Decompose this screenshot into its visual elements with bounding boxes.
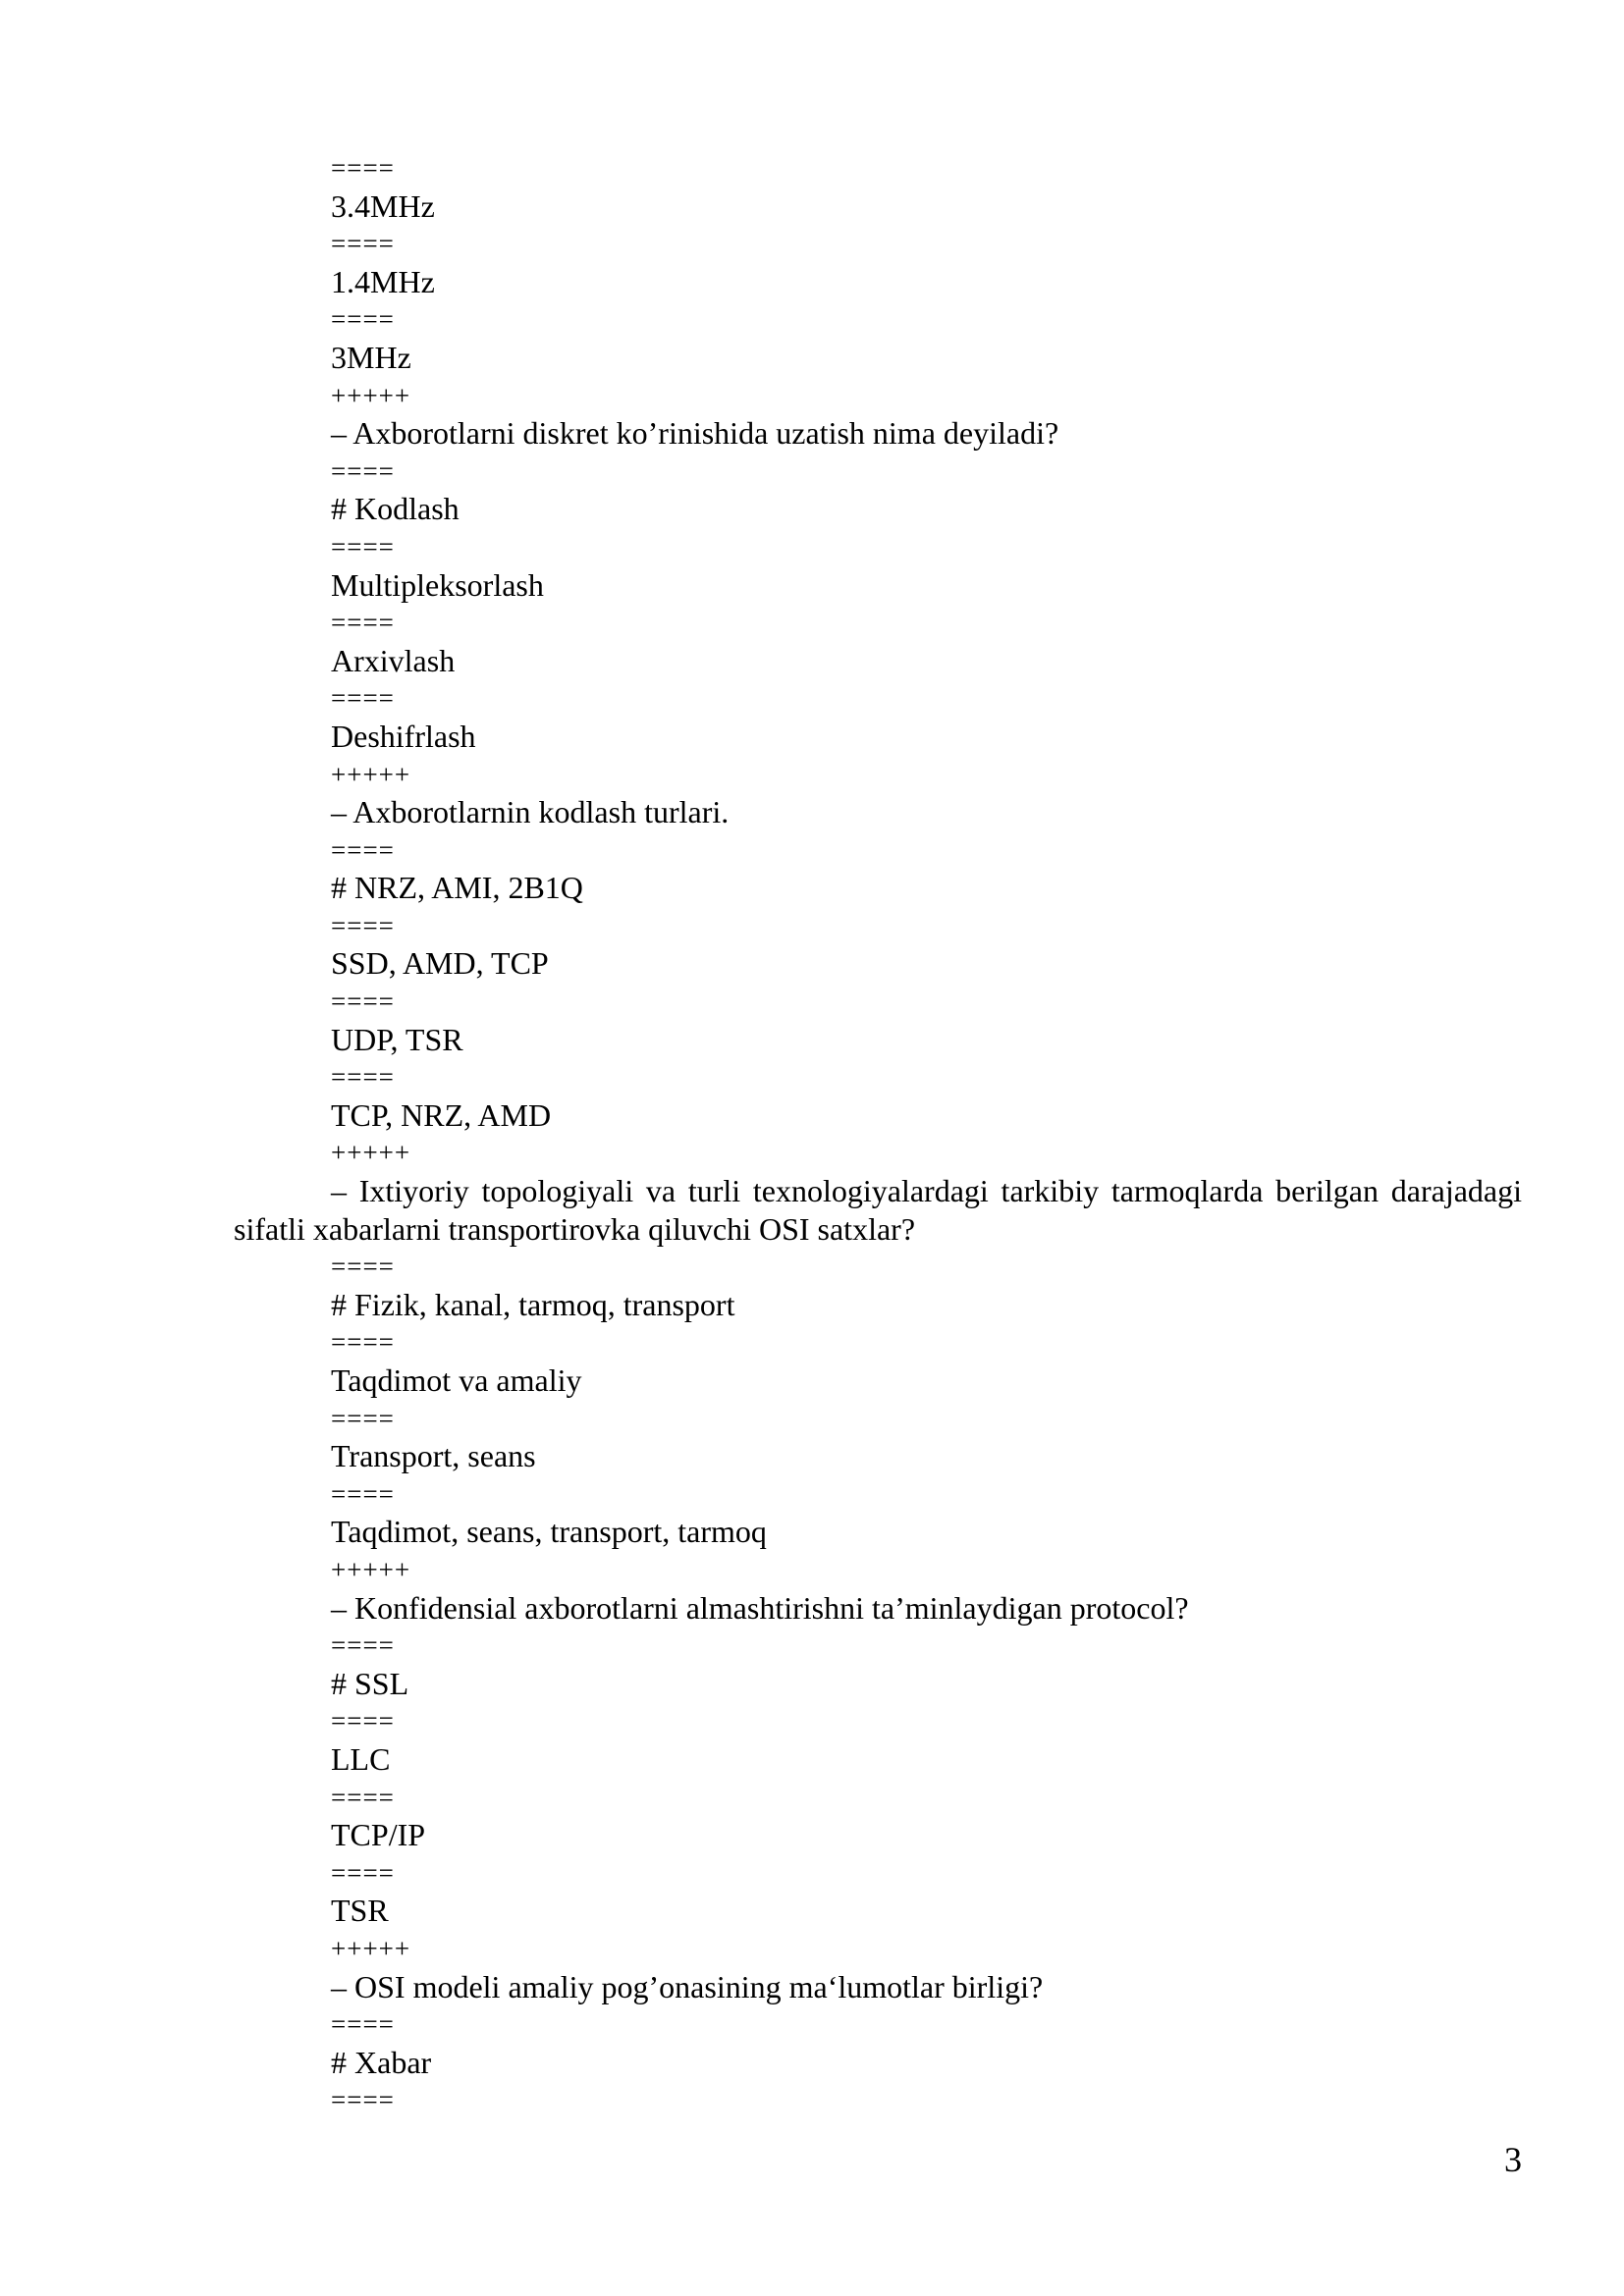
answer-separator: ====: [331, 2009, 395, 2040]
answer-option: SSD, AMD, TCP: [331, 945, 549, 982]
correct-answer: # NRZ, AMI, 2B1Q: [331, 870, 583, 906]
answer-option: Arxivlash: [331, 642, 456, 678]
answer-separator: ====: [331, 153, 395, 183]
answer-separator: ====: [331, 1706, 395, 1736]
question-text: – Konfidensial axborotlarni almashtirishni ta’minlaydigan protocol?: [331, 1589, 1189, 1626]
answer-separator: ====: [331, 608, 395, 638]
answer-option: UDP, TSR: [331, 1021, 463, 1057]
question-separator: +++++: [331, 1138, 411, 1168]
question-text: – Ixtiyoriy topologiyali va turli texnologiyalardagi tarkibiy tarmoqlarda berilgan darajadagi sifatli xabarlarni transportirovka qiluvchi OSI satxlar?: [234, 1173, 1522, 1247]
answer-separator: ====: [331, 683, 395, 714]
answer-separator: ====: [331, 1403, 395, 1433]
answer-separator: ====: [331, 1252, 395, 1282]
answer-option: TSR: [331, 1893, 389, 1929]
answer-option: Taqdimot, seans, transport, tarmoq: [331, 1514, 767, 1550]
answer-separator: ====: [331, 987, 395, 1017]
answer-separator: ====: [331, 1478, 395, 1509]
answer-option: 3MHz: [331, 339, 411, 375]
answer-separator: ====: [331, 834, 395, 865]
answer-separator: ====: [331, 455, 395, 486]
test-content: [234, 149, 1522, 2119]
answer-separator: ====: [331, 304, 395, 335]
answer-option: 3.4MHz: [331, 187, 435, 224]
answer-option: Transport, seans: [331, 1438, 536, 1474]
answer-option: TCP, NRZ, AMD: [331, 1096, 552, 1133]
correct-answer: # SSL: [331, 1665, 409, 1701]
answer-separator: ====: [331, 1857, 395, 1888]
answer-option: LLC: [331, 1740, 391, 1777]
answer-option: 1.4MHz: [331, 263, 435, 299]
answer-option: Multipleksorlash: [331, 566, 544, 603]
answer-option: Taqdimot va amaliy: [331, 1362, 582, 1398]
answer-separator: ====: [331, 1782, 395, 1812]
answer-separator: ====: [331, 1630, 395, 1661]
page-number: 3: [1504, 2140, 1522, 2179]
question-text: – OSI modeli amaliy pog’onasining ma‘lumotlar birligi?: [331, 1968, 1044, 2004]
answer-separator: ====: [331, 2085, 395, 2115]
question-separator: +++++: [331, 1554, 411, 1584]
correct-answer: # Xabar: [331, 2044, 432, 2080]
answer-separator: ====: [331, 1062, 395, 1093]
answer-option: Deshifrlash: [331, 718, 476, 754]
answer-separator: ====: [331, 1327, 395, 1358]
question-separator: +++++: [331, 1933, 411, 1963]
question-separator: +++++: [331, 380, 411, 410]
correct-answer: # Kodlash: [331, 491, 460, 527]
question-separator: +++++: [331, 759, 411, 789]
answer-option: TCP/IP: [331, 1817, 426, 1853]
question-text: – Axborotlarni diskret ko’rinishida uzatish nima deyiladi?: [331, 415, 1059, 452]
answer-separator: ====: [331, 229, 395, 259]
correct-answer: # Fizik, kanal, tarmoq, transport: [331, 1286, 735, 1322]
answer-separator: ====: [331, 910, 395, 940]
question-text: – Axborotlarnin kodlash turlari.: [331, 794, 730, 830]
answer-separator: ====: [331, 531, 395, 561]
